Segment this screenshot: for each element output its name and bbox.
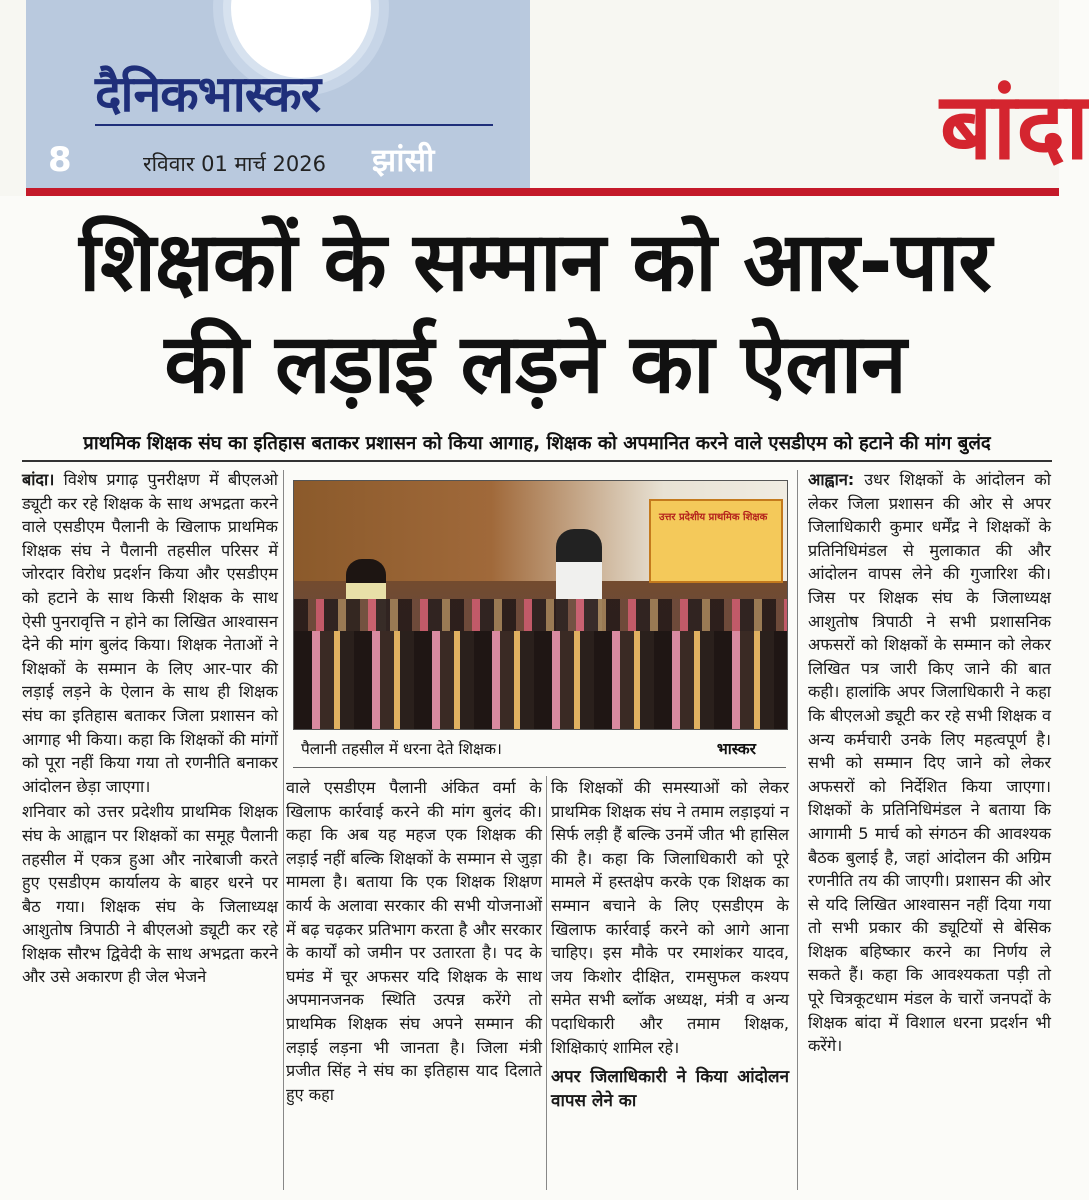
- column-divider: [283, 470, 284, 1190]
- section-heading: बांदा: [940, 72, 1089, 180]
- column-4-paragraph: [808, 468, 1051, 1058]
- headline-line-1: शिक्षकों के सम्मान को आर-पार: [79, 215, 991, 310]
- column-4: [808, 468, 1051, 1058]
- column-1-paragraph-2: शनिवार को उत्तर प्रदेशीय प्राथमिक शिक्षक संघ के आह्वान पर शिक्षकों का समूह पैलानी तहसील में एकत्र हुआ और नारेबाजी करते हुए एसडीएम कार्यालय के बाहर धरने पर बैठ गया। शिक्षक संघ के जिलाध्यक्ष आशुतोष त्रिपाठी ने बीएलओ ड्यूटी कर रहे शिक्षक सौरभ द्विवेदी के साथ अभद्रता करने और उसे अकारण ही जेल भेजने: [22, 802, 278, 987]
- column-3: [551, 776, 789, 1113]
- logo-underline: [95, 124, 493, 126]
- column-3-paragraph: कि शिक्षकों की समस्याओं को लेकर प्राथमिक शिक्षक संघ ने तमाम लड़ाइयां न सिर्फ लड़ी हैं बल्कि उनमें जीत भी हासिल की है। कहा कि जिलाधिकारी को पूरे मामले में हस्तक्षेप करके एक शिक्षक का सम्मान बचाने के लिए एसडीएम के खिलाफ कार्रवाई करने को आगे आना चाहिए। इस मौके पर रमाशंकर यादव, जय किशोर दीक्षित, रामसुफल कश्यप समेत सभी ब्लॉक अध्यक्ष, मंत्री व अन्य पदाधिकारी और तमाम शिक्षक, शिक्षिकाएं शामिल रहे।: [551, 778, 789, 1057]
- column-2-paragraph: वाले एसडीएम पैलानी अंकित वर्मा के खिलाफ कार्रवाई करने की मांग बुलंद की। कहा कि अब यह महज एक शिक्षक की लड़ाई नहीं बल्कि शिक्षकों के सम्मान से जुड़ा मामला है। बताया कि एक शिक्षक शिक्षण कार्य के अलावा सरकार की सभी योजनाओं में बढ़ चढ़कर प्रतिभाग करता है और सरकार के कार्यों को जमीन पर उतारता है। पद के घमंड में चूर अफसर यदि शिक्षक के साथ अपमानजनक स्थिति उत्पन्न करेंगे तो प्राथमिक शिक्षक संघ अपने सम्मान की लड़ाई लड़ना भी जानता है। जिला मंत्री प्रजीत सिंह ने संघ का इतिहास याद दिलाते हुए कहा: [286, 778, 542, 1104]
- photo-caption-bar: [293, 733, 786, 763]
- photo-crowd-front: [294, 631, 787, 729]
- photo-banner: [649, 499, 783, 583]
- news-photo: [293, 480, 788, 730]
- masthead: [0, 0, 1089, 196]
- headline-line-2: की लड़ाई लड़ने का ऐलान: [164, 317, 906, 412]
- photo-credit: भास्कर: [716, 740, 756, 758]
- masthead-rule: [26, 188, 1059, 196]
- photo-caption: पैलानी तहसील में धरना देते शिक्षक।: [301, 740, 502, 758]
- photo-banner-text: उत्तर प्रदेशीय प्राथमिक शिक्षक: [659, 512, 768, 523]
- column-1-text: विशेष प्रगाढ़ पुनरीक्षण में बीएलओ ड्यूटी कर रहे शिक्षक के साथ अभद्रता करने वाले एसडीएम पैलानी के खिलाफ प्राथमिक शिक्षक संघ ने पैलानी तहसील परिसर में जोरदार विरोध प्रदर्शन किया और एसडीएम को हटाने के साथ किसी शिक्षक के साथ ऐसी पुनरावृत्ति न होने का लिखित आश्वासन देने की मांग बुलंद किया। शिक्षक नेताओं ने शिक्षकों के सम्मान के लिए आर-पार की लड़ाई लड़ने के ऐलान के साथ ही शिक्षक संघ का इतिहास बताकर जिला प्रशासन को आगाह भी किया। कहा कि शिक्षकों की मांगों को पूरा नहीं किया गया तो रणनीति बनाकर आंदोलन छेड़ा जाएगा।: [22, 470, 278, 796]
- dateline: बांदा।: [22, 470, 55, 489]
- newspaper-logo: दैनिकभास्कर: [95, 64, 321, 123]
- column-2: [286, 776, 542, 1106]
- edition-date: रविवार 01 मार्च 2026: [143, 152, 326, 176]
- column-3-subhead: अपर जिलाधिकारी ने किया आंदोलन वापस लेने का: [551, 1067, 789, 1112]
- subheadline-rule: [22, 460, 1052, 462]
- column-1-paragraph-1: [22, 468, 278, 798]
- column-1: [22, 468, 278, 989]
- column-4-lead: आह्वान:: [808, 470, 855, 489]
- headline: [20, 212, 1050, 416]
- column-divider: [797, 470, 798, 1190]
- page-number: 8: [48, 140, 72, 180]
- subheadline: प्राथमिक शिक्षक संघ का इतिहास बताकर प्रशासन को किया आगाह, शिक्षक को अपमानित करने वाले एसडीएम को हटाने की मांग बुलंद: [83, 433, 991, 454]
- column-4-text: उधर शिक्षकों के आंदोलन को लेकर जिला प्रशासन की ओर से अपर जिलाधिकारी कुमार धर्मेंद्र ने शिक्षकों के प्रतिनिधिमंडल से मुलाकात की और आंदोलन वापस लेने की गुजारिश की। जिस पर शिक्षक संघ के जिलाध्यक्ष आशुतोष त्रिपाठी ने सभी प्रशासनिक अफसरों को शिक्षकों के सम्मान को लेकर लिखित पत्र जारी किए जाने की बात कही। हालांकि अपर जिलाधिकारी ने कहा कि बीएलओ ड्यूटी कर रहे सभी शिक्षक व अन्य कर्मचारी उनके लिए महत्वपूर्ण है। सभी को सम्मान दिए जाने को लेकर अफसरों को निर्देशित किया जाएगा। शिक्षकों के प्रतिनिधिमंडल ने बताया कि आगामी 5 मार्च को संगठन की आवश्यक बैठक बुलाई है, जहां आंदोलन की अग्रिम रणनीति तय की जाएगी। प्रशासन की ओर से यदि लिखित आश्वासन नहीं दिया गया तो सभी प्रकार की ड्यूटियों से बेसिक शिक्षक बहिष्कार करने का निर्णय ले सकते हैं। कहा कि आवश्यकता पड़ी तो पूरे चित्रकूटधाम मंडल के चारों जनपदों के शिक्षक बांदा में विशाल धरना प्रदर्शन भी करेंगे।: [808, 470, 1051, 1056]
- edition-city: झांसी: [372, 141, 435, 179]
- column-divider: [546, 776, 547, 1190]
- caption-rule: [293, 767, 786, 768]
